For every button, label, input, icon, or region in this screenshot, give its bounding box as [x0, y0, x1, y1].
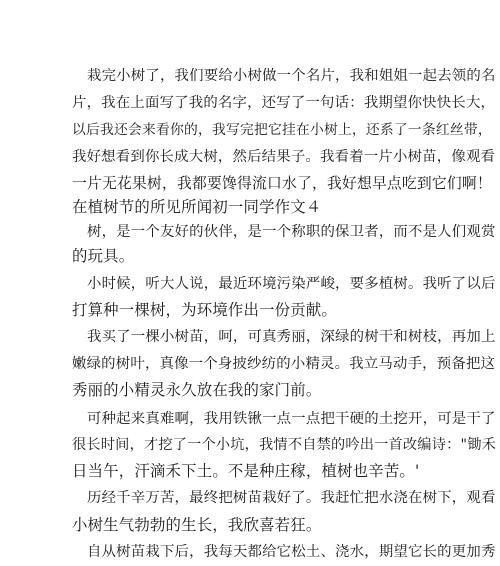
text-line: 小时候，听大人说，最近环境污染严峻，要多植树。我听了以后 — [87, 276, 496, 292]
text-line: 片，我在上面写了我的名字，还写了一句话：我期望你快快长大， — [72, 95, 496, 111]
text-line: 我买了一棵小树苗，呵，可真秀丽，深绿的树干和树枝，再加上 — [87, 329, 496, 345]
text-line: 的玩具。 — [72, 247, 135, 265]
text-line: 嫩绿的树叶，真像一个身披纱纺的小精灵。我立马动手，预备把这 — [72, 356, 496, 372]
text-line: 小树生气勃勃的生长，我欣喜若狂。 — [72, 516, 322, 534]
text-line: 很长时间，才挖了一个小坑，我情不自禁的吟出一首改编诗："锄禾 — [72, 437, 496, 453]
text-line: 自从树苗栽下后，我每天都给它松土、浇水，期望它长的更加秀 — [87, 544, 496, 560]
text-line: 秀丽的小精灵永久放在我的家门前。 — [72, 381, 322, 399]
text-line: 一片无花果树，我都要馋得流口水了，我好想早点吃到它们啊！ — [72, 175, 492, 192]
text-line: 可种起来真难啊，我用铁锹一点一点把干硬的土挖开，可是干了 — [87, 411, 496, 427]
text-line: 日当午，汗滴禾下土。不是种庄稼，植树也辛苦。' — [72, 462, 420, 480]
text-line: 打算种一棵树，为环境作出一份贡献。 — [72, 301, 338, 319]
text-line: 树，是一个友好的伙伴，是一个称职的保卫者，而不是人们观赏 — [87, 224, 496, 240]
text-line: 以后我还会来看你的，我写完把它挂在小树上，还系了一条红丝带， — [72, 122, 492, 138]
section-heading: 在植树节的所见所闻初一同学作文４ — [72, 198, 322, 216]
text-line: 历经千辛万苦，最终把树苗栽好了。我赶忙把水浇在树下，观看 — [87, 490, 496, 506]
text-line: 我好想看到你长成大树，然后结果子。我看着一片小树苗，像观看 — [72, 149, 496, 165]
text-line: 栽完小树了，我们要给小树做一个名片，我和姐姐一起去领的名 — [87, 68, 496, 84]
